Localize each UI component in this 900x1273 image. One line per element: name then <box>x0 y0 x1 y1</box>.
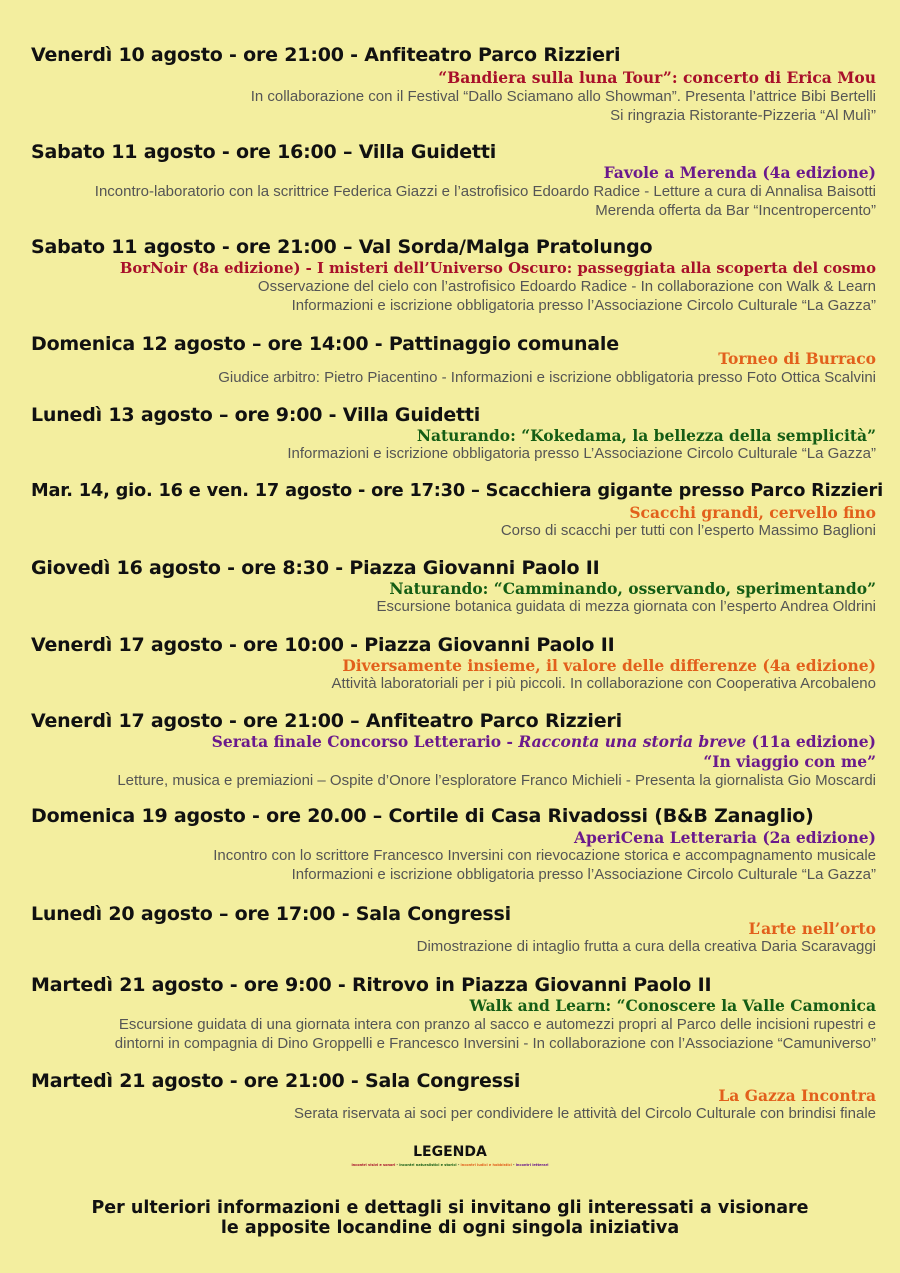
footer-line: Per ulteriori informazioni e dettagli si invitano gli interessati a visionare <box>91 1198 809 1218</box>
event-title: “Bandiera sulla luna Tour”: concerto di Erica Mou <box>438 68 876 87</box>
event-description: Informazioni e iscrizione obbligatoria presso l’Associazione Circolo Culturale “La Gazza” <box>291 297 876 314</box>
event-description: Attività laboratoriali per i più piccoli. In collaborazione con Cooperativa Arcobaleno <box>331 675 876 692</box>
event-description: Osservazione del cielo con l’astrofisico Edoardo Radice - In collaborazione con Walk & Learn <box>257 278 876 295</box>
legend-item-naturalistici-storici: incontri naturalistici e storici <box>399 1163 457 1167</box>
event-heading: Domenica 19 agosto - ore 20.00 – Cortile di Casa Rivadossi (B&B Zanaglio) <box>31 805 814 827</box>
legend-separator: - <box>511 1163 516 1167</box>
event-description: Incontro-laboratorio con la scrittrice Federica Giazzi e l’astrofisico Edoardo Radice - Letture a cura di Annalisa Baisotti <box>94 183 876 200</box>
event-heading: Sabato 11 agosto - ore 16:00 – Villa Guidetti <box>31 141 497 163</box>
event-heading: Sabato 11 agosto - ore 21:00 – Val Sorda/Malga Pratolungo <box>31 236 653 258</box>
legend <box>0 1163 900 1167</box>
event-heading: Domenica 12 agosto – ore 14:00 - Pattinaggio comunale <box>31 333 619 355</box>
event-heading: Martedì 21 agosto - ore 9:00 - Ritrovo in Piazza Giovanni Paolo II <box>31 974 712 996</box>
event-title-part: Serata finale Concorso Letterario - <box>211 732 519 751</box>
event-description: Informazioni e iscrizione obbligatoria presso l’Associazione Circolo Culturale “La Gazza” <box>291 866 876 883</box>
event-title: Favole a Merenda (4a edizione) <box>603 163 876 182</box>
event-title: AperiCena Letteraria (2a edizione) <box>574 828 876 847</box>
event-title: La Gazza Incontra <box>718 1086 876 1105</box>
event-description: Merenda offerta da Bar “Incentropercento” <box>595 202 876 219</box>
legend-title: LEGENDA <box>413 1144 487 1160</box>
event-title-part: (11a edizione) <box>746 732 876 751</box>
event-title: L’arte nell’orto <box>748 919 876 938</box>
event-description: Escursione botanica guidata di mezza giornata con l’esperto Andrea Oldrini <box>376 598 876 615</box>
event-description: Letture, musica e premiazioni – Ospite d’Onore l’esploratore Franco Michieli - Presenta la giornalista Gio Moscardi <box>117 772 876 789</box>
legend-item-ludici-hobbistici: incontri ludici e hobbistici <box>460 1163 512 1167</box>
event-heading: Lunedì 13 agosto – ore 9:00 - Villa Guidetti <box>31 404 481 426</box>
legend-separator: - <box>395 1163 400 1167</box>
event-heading: Venerdì 17 agosto - ore 21:00 – Anfiteatro Parco Rizzieri <box>31 710 622 732</box>
legend-item-visivi-sonori: incontri visivi e sonori <box>351 1163 396 1167</box>
event-heading: Martedì 21 agosto - ore 21:00 - Sala Congressi <box>31 1070 521 1092</box>
event-heading: Giovedì 16 agosto - ore 8:30 - Piazza Giovanni Paolo II <box>31 557 600 579</box>
event-subtitle: “In viaggio con me” <box>703 752 876 771</box>
event-description: Si ringrazia Ristorante-Pizzeria “Al Mulì” <box>610 107 876 124</box>
legend-item-letterari: incontri letterari <box>515 1163 549 1167</box>
footer-line: le apposite locandine di ogni singola iniziativa <box>220 1218 680 1238</box>
event-title <box>212 732 876 751</box>
event-description: Incontro con lo scrittore Francesco Inversini con rievocazione storica e accompagnamento musicale <box>213 847 876 864</box>
event-description: In collaborazione con il Festival “Dallo Sciamano allo Showman”. Presenta l’attrice Bibi Bertelli <box>250 88 876 105</box>
legend-separator: - <box>456 1163 461 1167</box>
event-description: Escursione guidata di una giornata intera con pranzo al sacco e automezzi propri al Parco delle incisioni rupestri e <box>118 1016 876 1033</box>
event-title: BorNoir (8a edizione) - I misteri dell’Universo Oscuro: passeggiata alla scoperta del cosmo <box>119 260 876 277</box>
event-heading: Lunedì 20 agosto – ore 17:00 - Sala Congressi <box>31 903 511 925</box>
event-heading: Mar. 14, gio. 16 e ven. 17 agosto - ore 17:30 – Scacchiera gigante presso Parco Rizzieri <box>31 481 883 501</box>
event-heading: Venerdì 10 agosto - ore 21:00 - Anfiteatro Parco Rizzieri <box>31 44 621 66</box>
event-title: Scacchi grandi, cervello fino <box>629 503 876 522</box>
event-title: Naturando: “Kokedama, la bellezza della semplicità” <box>416 426 876 445</box>
event-description: dintorni in compagnia di Dino Groppelli e Francesco Inversini - In collaborazione con l’Associazione “Camuniverso” <box>114 1035 876 1052</box>
event-title: Walk and Learn: “Conoscere la Valle Camonica <box>469 996 876 1015</box>
event-title-italic: Racconta una storia breve <box>518 732 747 751</box>
event-description: Serata riservata ai soci per condividere le attività del Circolo Culturale con brindisi finale <box>294 1105 876 1122</box>
event-description: Corso di scacchi per tutti con l’esperto Massimo Baglioni <box>500 522 876 539</box>
event-description: Giudice arbitro: Pietro Piacentino - Informazioni e iscrizione obbligatoria presso Foto Ottica Scalvini <box>218 369 876 386</box>
event-title: Torneo di Burraco <box>718 349 876 368</box>
event-title: Naturando: “Camminando, osservando, sperimentando” <box>389 579 876 598</box>
footer-note <box>0 1198 900 1238</box>
event-title: Diversamente insieme, il valore delle differenze (4a edizione) <box>342 656 876 675</box>
event-description: Informazioni e iscrizione obbligatoria presso L’Associazione Circolo Culturale “La Gazza” <box>287 445 876 462</box>
event-heading: Venerdì 17 agosto - ore 10:00 - Piazza Giovanni Paolo II <box>31 634 615 656</box>
event-description: Dimostrazione di intaglio frutta a cura della creativa Daria Scaravaggi <box>416 938 876 955</box>
